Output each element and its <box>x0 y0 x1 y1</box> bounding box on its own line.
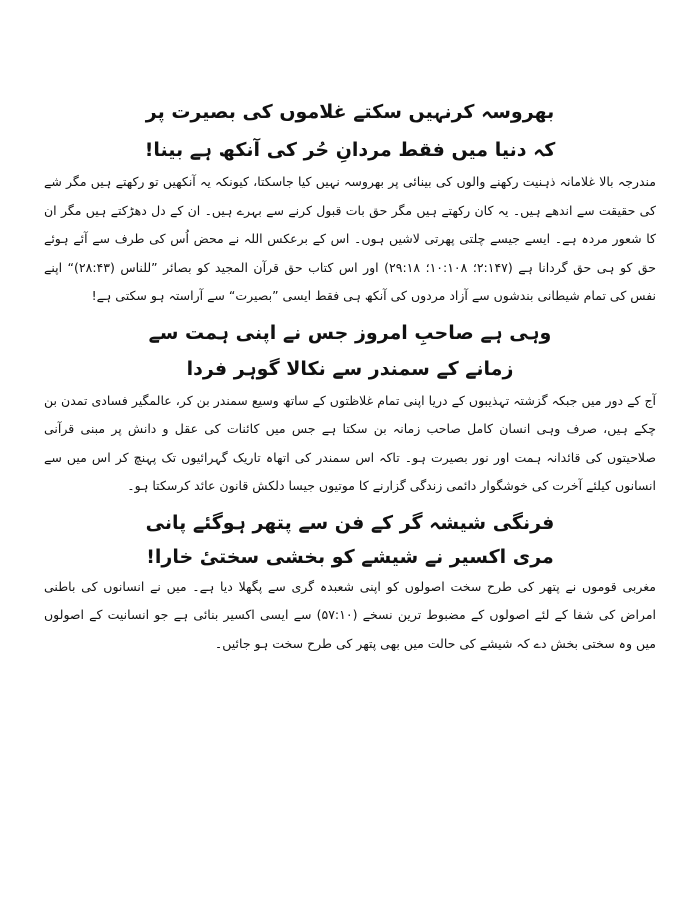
body-paragraph-3: مغربی قوموں نے پتھر کی طرح سخت اصولوں کو اپنی شعبدہ گری سے پگھلا دیا ہے۔ میں نے انسانوں کی باطنی امراض کی شفا کے لئے اصولوں کے مضبوط ترین نسخے (۵۷:۱۰) سے ایسی اکسیر بنائی ہے جو انسانیت کے اصولوں میں وہ سختی بخش دے کہ شیشے کی حالت میں بھی پتھر کی طرح سخت ہو جائیں۔ <box>44 578 656 651</box>
verse-heading-3b: مری اکسیر نے شیشے کو بخشی سختیٔ خارا! <box>146 545 554 568</box>
verse-heading-1b: کہ دنیا میں فقط مردانِ حُر کی آنکھ ہے بینا! <box>144 139 556 161</box>
verse-heading-1a: بھروسہ کرنہیں سکتے غلاموں کی بصیرت پر <box>145 101 555 123</box>
body-paragraph-2: آج کے دور میں جبکہ گزشتہ تہذیبوں کے دریا اپنی تمام غلاظتوں کے ساتھ وسیع سمندر بن کر، عالمگیر فسادی تمدن بن چکے ہیں، صرف وہی انسان کامل صاحب زمانہ بن سکتا ہے جس میں کائنات کی عقل و دانش پر مبنی قرآنی صلاحیتوں کی قائدانہ ہمت اور نور بصیرت ہو۔ تاکہ اس سمندر کی اتھاہ تاریک گہرائیوں تک پہنچ کر اس میں سے انسانوں کیلئے آخرت کی خوشگوار دائمی زندگی گزارنے کا موتیوں جیسا دلکش قانون عائد کرسکتا ہو۔ <box>44 392 656 493</box>
verse-heading-3a: فرنگی شیشہ گر کے فن سے پتھر ہوگئے پانی <box>145 511 555 534</box>
body-paragraph-1: مندرجہ بالا غلامانہ ذہنیت رکھنے والوں کی بینائی پر بھروسہ نہیں کیا جاسکتا، کیونکہ یہ آنکھیں تو رکھتے ہیں مگر شے کی حقیقت سے اندھے ہیں۔ یہ کان رکھتے ہیں مگر حق بات قبول کرنے سے بہرے ہیں۔ ان کے دل دھڑکتے ہیں مگر ان کا شعور مردہ ہے۔ ایسے جیسے چلتی پھرتی لاشیں ہوں۔ اس کے برعکس اللہ نے محض اُس کی طرف سے آئے ہوئے حق کو ہی حق گردانا ہے (۲:۱۴۷؛ ۱۰:۱۰۸؛ ۲۹:۱۸) اور اس کتاب حق قرآن المجید کو بصائر ”للناس (۲۸:۴۳)“ اپنے نفس کی تمام شیطانی بندشوں سے آزاد مردوں کی آنکھ ہی فقط ایسی ”بصیرت“ سے آراستہ ہو سکتی ہے! <box>44 174 657 303</box>
verse-heading-2a: وہی ہے صاحبِ امروز جس نے اپنی ہمت سے <box>148 321 552 344</box>
verse-heading-2b: زمانے کے سمندر سے نکالا گوہر فردا <box>186 357 514 380</box>
